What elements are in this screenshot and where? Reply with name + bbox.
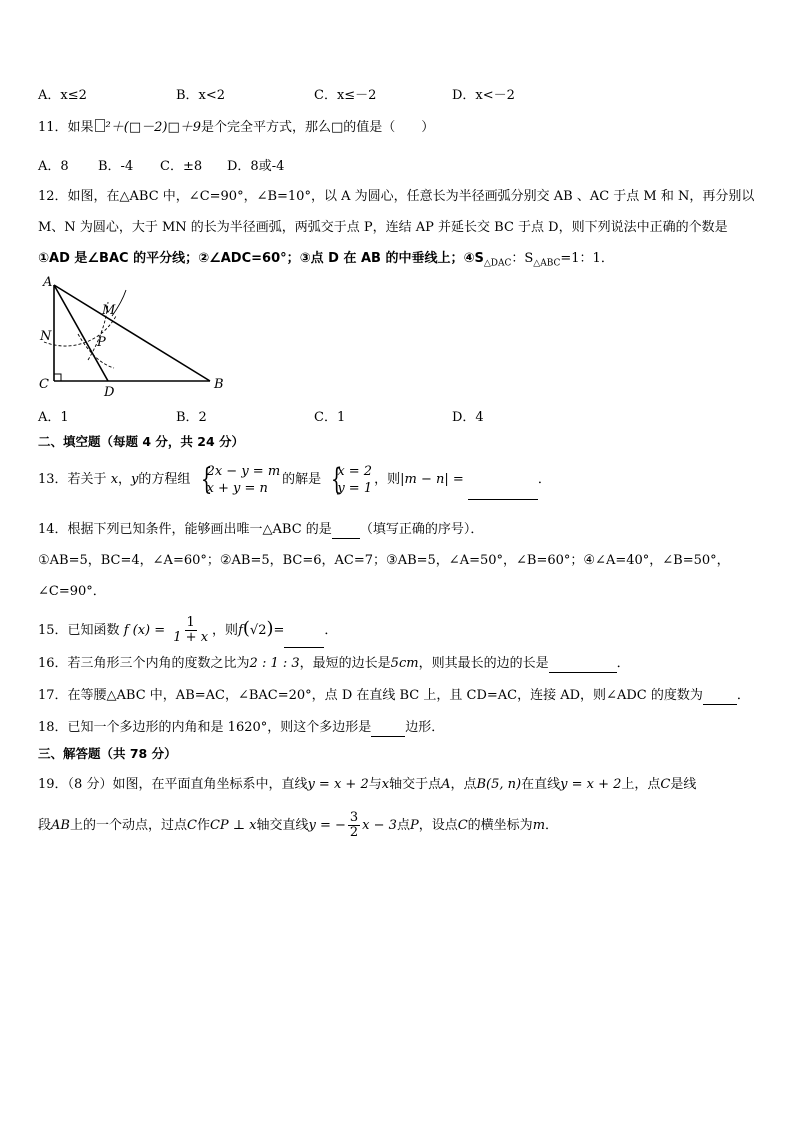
q13-sol1: x = 2 — [337, 463, 373, 479]
q18-answer-blank[interactable] — [371, 722, 405, 737]
q12-choice-a[interactable]: A．1 — [38, 410, 69, 425]
q19-line-eq-2: y = x + 2 — [560, 777, 622, 792]
q15-mid: ，则 — [212, 623, 239, 638]
q14-stem-end: （填写正确的序号）． — [359, 522, 484, 537]
q19-text-k: 轴交直线 — [256, 818, 309, 833]
section-3-title: 三、解答题（共 78 分） — [38, 746, 177, 761]
label-b: B — [214, 377, 224, 392]
q16-suffix: ，则其最长的边的长是 — [418, 656, 549, 671]
label-c: C — [39, 377, 49, 392]
q18-stem — [38, 719, 444, 737]
q14-line-1 — [38, 521, 483, 539]
q13-eq2: x + y = n — [206, 480, 268, 496]
q10-choice-b[interactable]: B．x<2 — [176, 88, 226, 103]
q13-mid2: 的解是 — [282, 472, 322, 487]
q13-end: ． — [537, 472, 551, 487]
q19-text-m: ，设点 — [418, 818, 458, 833]
q13-abs: |m − n| — [400, 472, 449, 487]
q10-choice-c[interactable]: C．x≤－2 — [314, 88, 377, 103]
q13-var-x: x — [110, 472, 119, 487]
q15-fx: f (x) = — [123, 623, 166, 638]
q19-text-i: 上的一个动点，过点 — [69, 818, 187, 833]
q19-text-l: 点 — [396, 818, 410, 833]
q11-expression: ²＋(□－2)□＋9 — [105, 120, 202, 135]
q19-perpendicular: CP ⊥ x — [209, 818, 257, 833]
segment-ad — [54, 285, 108, 381]
solution-system — [327, 463, 372, 497]
q19-x: x — [381, 777, 390, 792]
q19-text-c: 轴交于点 — [389, 777, 442, 792]
q11-prefix: 11．如果 — [38, 120, 94, 135]
q15-end: ． — [324, 623, 338, 638]
q15-f: f — [238, 623, 243, 638]
q17-stem — [38, 687, 750, 705]
q11-suffix: 是个完全平方式，那么□的值是（ ） — [201, 120, 435, 135]
q13-answer-blank[interactable] — [468, 485, 538, 500]
q19-line-eq: y = x + 2 — [307, 777, 369, 792]
q19-text-e: 在直线 — [521, 777, 561, 792]
q14-answer-blank[interactable] — [332, 524, 360, 539]
q12-statements: ①AD 是∠BAC 的平分线；②∠ADC=60°；③点 D 在 AB 的中垂线上；④S — [38, 251, 484, 266]
q19-line-2 — [38, 808, 558, 844]
q19-m: m — [532, 818, 546, 833]
q19-denominator: 2 — [349, 825, 359, 840]
q19-fraction — [348, 811, 360, 840]
q12-colon: ：S — [511, 251, 534, 266]
q19-point-c-3: C — [457, 818, 468, 833]
right-angle-marker — [54, 374, 61, 381]
q12-line-3 — [38, 250, 614, 273]
q11-stem — [38, 119, 434, 137]
q19-point-c-2: C — [186, 818, 197, 833]
q12-sub-dac: △DAC — [483, 258, 512, 269]
q15-numerator: 1 — [186, 615, 195, 630]
q13-stem — [38, 460, 551, 500]
label-n: N — [40, 329, 52, 344]
q16-answer-blank[interactable] — [549, 658, 617, 673]
q12-choice-b[interactable]: B．2 — [176, 410, 207, 425]
q15-eq: = — [273, 623, 285, 638]
q14-stem: 14．根据下列已知条件，能够画出唯一△ABC 的是 — [38, 522, 332, 537]
q19-text-f: 上，点 — [621, 777, 661, 792]
q19-line-1 — [38, 776, 696, 794]
q19-point-p: P — [409, 818, 419, 833]
q15-prefix: 15．已知函数 — [38, 623, 120, 638]
q19-text-b: 与 — [368, 777, 382, 792]
q19-segment-ab: AB — [51, 818, 70, 833]
q12-ratio: =1：1． — [560, 251, 614, 266]
q19-end: ． — [545, 818, 559, 833]
q13-mid3: ，则 — [374, 472, 401, 487]
side-ab — [54, 285, 210, 381]
label-a: A — [43, 275, 53, 290]
q11-choice-c[interactable]: C．±8 — [160, 159, 203, 174]
q11-choice-b[interactable]: B．-4 — [98, 159, 134, 174]
brace-icon: { — [200, 461, 212, 497]
q19-text-d: ，点 — [450, 777, 477, 792]
q10-choice-d[interactable]: D．x<－2 — [452, 88, 515, 103]
q15-denominator: 1 + x — [173, 630, 209, 645]
label-p: P — [97, 335, 106, 350]
equation-system — [197, 463, 281, 497]
q14-line-2: ①AB=5，BC=4，∠A=60°；②AB=5，BC=6，AC=7；③AB=5，∠A=50°，∠B=60°；④∠A=40°，∠B=50°， — [38, 553, 730, 568]
q15-answer-blank[interactable] — [284, 633, 324, 648]
q13-eq1: 2x − y = m — [206, 463, 281, 479]
q16-stem — [38, 655, 630, 673]
q19-point-a: A — [441, 777, 451, 792]
q13-eq: = — [448, 472, 468, 487]
q12-line-1: 12．如图，在△ABC 中，∠C=90°，∠B=10°，以 A 为圆心，任意长为半径画弧分别交 AB 、AC 于点 M 和 N，再分别以 — [38, 189, 755, 204]
brace-icon: { — [331, 461, 343, 497]
q13-prefix: 13．若关于 — [38, 472, 107, 487]
q17-end: ． — [736, 688, 750, 703]
q16-prefix: 16．若三角形三个内角的度数之比为 — [38, 656, 250, 671]
q19-point-c: C — [660, 777, 671, 792]
q16-end: ． — [616, 656, 630, 671]
label-d: D — [104, 385, 115, 400]
q13-mid: 的方程组 — [138, 472, 191, 487]
q12-line-2: M、N 为圆心，大于 MN 的长为半径画弧，两弧交于点 P，连结 AP 并延长交 BC 于点 D，则下列说法中正确的个数是 — [38, 220, 728, 235]
q14-line-3: ∠C=90°． — [38, 584, 106, 599]
q12-sub-abc: △ABC — [533, 258, 561, 269]
paren-open: ( — [242, 618, 250, 639]
q15-stem — [38, 612, 337, 646]
triangle-figure — [34, 272, 224, 400]
q16-ratio: 2 : 1 : 3 — [249, 656, 300, 671]
q19-numerator: 3 — [349, 810, 359, 825]
q10-choice-a[interactable]: A．x≤2 — [38, 88, 87, 103]
section-2-title: 二、填空题（每题 4 分，共 24 分） — [38, 434, 245, 449]
q19-text-a: 19．（8 分）如图，在平面直角坐标系中，直线 — [38, 777, 308, 792]
arc-from-n — [78, 334, 114, 368]
q12-choice-d[interactable]: D．4 — [452, 410, 484, 425]
q13-var-y: y — [131, 472, 139, 487]
paren-close: ) — [266, 618, 274, 639]
q11-choice-d[interactable]: D．8或-4 — [227, 159, 285, 174]
q16-length: 5cm — [390, 656, 419, 671]
q19-text-j: 作 — [196, 818, 210, 833]
q15-fraction — [171, 616, 210, 645]
label-m: M — [102, 303, 116, 318]
q16-mid: ，最短的边长是 — [299, 656, 391, 671]
placeholder-box-icon — [95, 119, 105, 132]
q19-point-b: B(5, n) — [476, 777, 522, 792]
q19-text-g: 是线 — [670, 777, 697, 792]
q17-answer-blank[interactable] — [703, 690, 737, 705]
q18-end: 边形． — [405, 720, 445, 735]
q11-choice-a[interactable]: A．8 — [38, 159, 69, 174]
q19-x-term: x − 3 — [362, 818, 397, 833]
q19-text-n: 的横坐标为 — [467, 818, 533, 833]
q13-sol2: y = 1 — [337, 480, 373, 496]
q19-y: y = − — [308, 818, 346, 833]
q15-arg: √2 — [249, 623, 267, 638]
q17-text: 17．在等腰△ABC 中，AB=AC，∠BAC=20°，点 D 在直线 BC 上，且 CD=AC，连接 AD，则∠ADC 的度数为 — [38, 688, 703, 703]
q13-sep: ， — [118, 472, 132, 487]
q19-text-h: 段 — [38, 818, 52, 833]
q18-text: 18．已知一个多边形的内角和是 1620°，则这个多边形是 — [38, 720, 372, 735]
q12-choice-c[interactable]: C．1 — [314, 410, 346, 425]
